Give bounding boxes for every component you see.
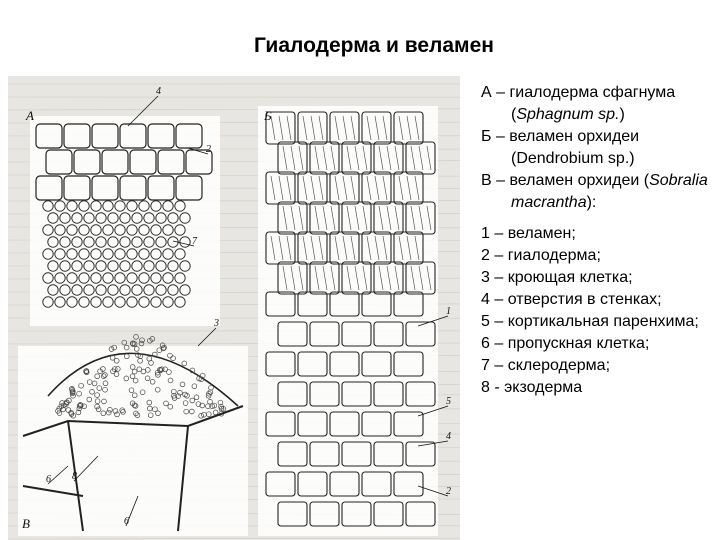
legend-number-5: 5 – кортикальная паренхима; (481, 313, 699, 330)
callout-number: 4 (446, 431, 451, 442)
panel-label: А (26, 108, 34, 123)
callout-number: 3 (214, 318, 219, 329)
callout-number: 8 (72, 471, 77, 482)
callout-number: 5 (446, 396, 451, 407)
text-line-texture (8, 538, 460, 539)
legend-number-3: 3 – кроющая клетка; (481, 269, 633, 286)
callout-number: 4 (156, 86, 161, 97)
panel-c-small-cell (122, 340, 127, 345)
callout-number: 7 (192, 236, 197, 247)
legend-number-6: 6 – пропускная клетка; (481, 335, 650, 352)
callout-number: 6 (124, 516, 129, 527)
panel-label: Б (264, 108, 272, 123)
page-title: Гиалодерма и веламен (254, 34, 494, 57)
figure-legend (481, 82, 717, 399)
figure-drawing (8, 76, 460, 540)
callout-number: 6 (46, 474, 51, 485)
callout-number: 2 (206, 144, 211, 155)
legend-number-4: 4 – отверстия в стенках; (481, 291, 662, 308)
micrograph-figure (8, 76, 460, 540)
panel-c-small-cell (134, 335, 139, 340)
legend-item-b: Б – веламен орхидеи (Dendrobium sp.) (481, 128, 640, 167)
legend-item-a: А – гиалодерма сфагнума (Sphagnum sp.) (481, 84, 676, 123)
legend-number-1: 1 – веламен; (481, 225, 576, 242)
callout-number: 2 (446, 486, 451, 497)
callout-number: 1 (446, 306, 451, 317)
legend-number-7: 7 – склеродерма; (481, 357, 611, 374)
legend-number-2: 2 – гиалодерма; (481, 247, 601, 264)
panel-label: В (22, 516, 30, 531)
legend-item-c: В – веламен орхидеи (Sobralia macrantha): (481, 172, 708, 211)
legend-number-8: 8 - экзодерма (481, 379, 583, 396)
